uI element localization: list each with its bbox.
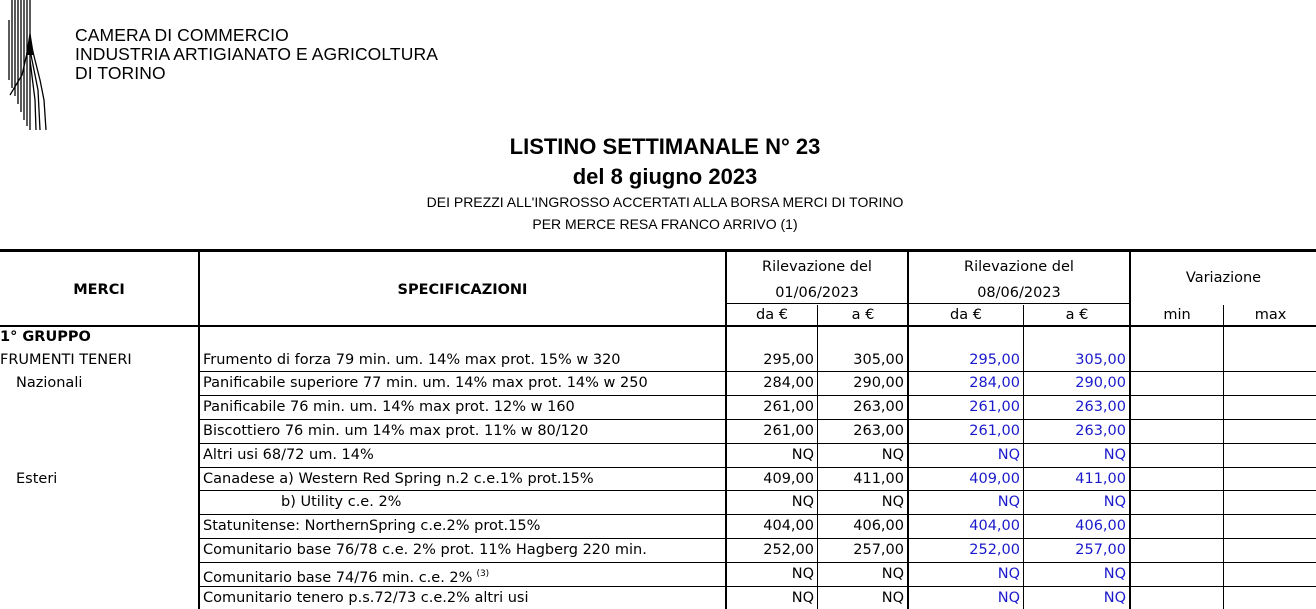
- row-price-da-1-text: 404,00: [763, 518, 814, 534]
- row-price-da-1: [727, 421, 814, 441]
- row-price-a-1: [819, 588, 904, 608]
- row-price-a-1-text: NQ: [881, 566, 904, 582]
- row-price-da-1: [727, 397, 814, 417]
- row-price-da-2-text: 409,00: [969, 471, 1020, 487]
- row-price-a-1: [819, 421, 904, 441]
- row-price-a-1: [819, 516, 904, 536]
- row-price-a-2: [1025, 373, 1126, 393]
- row-price-da-1-text: 295,00: [763, 352, 814, 368]
- row-price-a-1-text: 411,00: [853, 471, 904, 487]
- row-price-a-1-text: 406,00: [853, 518, 904, 534]
- row-specification: [203, 540, 647, 560]
- subcategory-nazionali: Nazionali: [16, 375, 83, 391]
- row-price-da-2-text: 261,00: [969, 399, 1020, 415]
- col-header-merci: MERCI: [73, 282, 125, 298]
- table-rule: [200, 395, 1316, 396]
- row-price-a-2: [1025, 421, 1126, 441]
- row-price-a-2-text: 263,00: [1075, 423, 1126, 439]
- category-label: FRUMENTI TENERI: [0, 352, 132, 368]
- table-rule: [1023, 305, 1024, 327]
- row-price-da-2: [909, 564, 1020, 584]
- row-price-da-2-text: 295,00: [969, 352, 1020, 368]
- row-price-da-2-text: NQ: [997, 447, 1020, 463]
- row-specification-text: Comunitario base 74/76 min. c.e. 2%: [203, 569, 473, 586]
- row-specification: [203, 421, 588, 441]
- row-price-a-2: [1025, 492, 1126, 512]
- table-rule: [1223, 305, 1224, 609]
- row-price-a-2-text: 411,00: [1075, 471, 1126, 487]
- col-header-da-1: da €: [756, 307, 788, 323]
- row-specification: [203, 373, 648, 393]
- row-price-a-2-text: 290,00: [1075, 375, 1126, 391]
- row-price-a-2: [1025, 564, 1126, 584]
- org-line-1: CAMERA DI COMMERCIO: [75, 25, 289, 45]
- row-price-a-1-text: 257,00: [853, 542, 904, 558]
- row-price-da-1: [727, 445, 814, 465]
- listino-subtitle-1: DEI PREZZI ALL'INGROSSO ACCERTATI ALLA BORSA MERCI DI TORINO: [426, 194, 904, 210]
- row-price-a-2: [1025, 397, 1126, 417]
- row-specification: [203, 588, 528, 608]
- col-header-rilevazione-1: Rilevazione del: [762, 259, 872, 275]
- row-price-da-1-text: NQ: [791, 566, 814, 582]
- row-price-a-2: [1025, 588, 1126, 608]
- row-price-a-1-text: NQ: [881, 590, 904, 606]
- row-price-da-2-text: NQ: [997, 566, 1020, 582]
- row-price-da-2-text: NQ: [997, 590, 1020, 606]
- table-rule: [200, 419, 1316, 420]
- row-price-da-1-text: NQ: [791, 494, 814, 510]
- row-price-a-2: [1025, 540, 1126, 560]
- table-rule: [1023, 327, 1024, 609]
- row-price-a-1-text: 263,00: [853, 399, 904, 415]
- row-price-da-1: [727, 469, 814, 489]
- row-price-da-2: [909, 588, 1020, 608]
- row-price-a-1-text: NQ: [881, 447, 904, 463]
- row-price-a-2-text: NQ: [1103, 566, 1126, 582]
- row-specification-text: Statunitense: NorthernSpring c.e.2% prot.15%: [203, 518, 541, 534]
- row-price-a-1-text: 290,00: [853, 375, 904, 391]
- row-price-da-2-text: NQ: [997, 494, 1020, 510]
- row-price-da-2-text: 252,00: [969, 542, 1020, 558]
- row-price-a-1-text: 305,00: [853, 352, 904, 368]
- row-specification-text: Comunitario tenero p.s.72/73 c.e.2% altri usi: [203, 590, 529, 606]
- row-price-da-1: [727, 564, 814, 584]
- row-specification-text: b) Utility c.e. 2%: [281, 494, 402, 510]
- row-price-da-2: [909, 469, 1020, 489]
- col-header-rilevazione-2-date: 08/06/2023: [977, 285, 1061, 301]
- row-specification: [203, 469, 594, 489]
- table-rule: [200, 490, 1316, 491]
- row-specification: [203, 445, 374, 465]
- row-price-da-2: [909, 516, 1020, 536]
- row-price-a-2-text: NQ: [1103, 447, 1126, 463]
- row-price-a-1: [819, 564, 904, 584]
- table-rule: [817, 305, 818, 327]
- org-line-3: DI TORINO: [75, 63, 166, 83]
- row-price-da-1-text: NQ: [791, 590, 814, 606]
- table-rule: [200, 371, 1316, 372]
- row-price-a-2-text: 263,00: [1075, 399, 1126, 415]
- row-price-da-2: [909, 421, 1020, 441]
- col-header-variazione: Variazione: [1185, 270, 1262, 286]
- row-price-da-2: [909, 373, 1020, 393]
- row-price-da-2-text: 404,00: [969, 518, 1020, 534]
- row-price-da-1: [727, 588, 814, 608]
- row-price-a-2-text: 406,00: [1075, 518, 1126, 534]
- row-price-a-2: [1025, 469, 1126, 489]
- row-price-da-1: [727, 540, 814, 560]
- row-specification: [203, 350, 621, 370]
- table-rule: [200, 467, 1316, 468]
- row-price-da-2-text: 261,00: [969, 423, 1020, 439]
- col-header-a-2: a €: [1065, 307, 1089, 323]
- table-rule: [200, 514, 1316, 515]
- col-header-min: min: [1163, 307, 1191, 323]
- row-price-a-1: [819, 445, 904, 465]
- row-price-da-1: [727, 492, 814, 512]
- row-price-a-2-text: 257,00: [1075, 542, 1126, 558]
- table-rule: [198, 251, 200, 609]
- row-specification-text: Altri usi 68/72 um. 14%: [203, 447, 374, 463]
- row-price-da-2: [909, 397, 1020, 417]
- row-price-da-1: [727, 516, 814, 536]
- table-rule: [817, 327, 818, 609]
- subcategory-esteri: Esteri: [16, 471, 58, 487]
- row-specification-text: Panificabile superiore 77 min. um. 14% max prot. 14% w 250: [203, 375, 648, 391]
- row-specification: [281, 492, 401, 512]
- row-price-a-2: [1025, 516, 1126, 536]
- row-price-da-2: [909, 492, 1020, 512]
- organization-name: [75, 26, 438, 83]
- row-price-a-1-text: NQ: [881, 494, 904, 510]
- col-header-specificazioni: SPECIFICAZIONI: [397, 282, 528, 298]
- row-price-a-2-text: NQ: [1103, 590, 1126, 606]
- footnote-marker: (3): [476, 569, 490, 579]
- table-rule: [200, 538, 1316, 539]
- listino-subtitle-2: PER MERCE RESA FRANCO ARRIVO (1): [532, 216, 798, 232]
- row-specification: [203, 397, 575, 417]
- col-header-da-2: da €: [950, 307, 982, 323]
- row-price-da-2-text: 284,00: [969, 375, 1020, 391]
- row-price-da-1-text: 261,00: [763, 399, 814, 415]
- org-line-2: INDUSTRIA ARTIGIANATO E AGRICOLTURA: [75, 44, 438, 64]
- row-price-a-2: [1025, 445, 1126, 465]
- row-price-a-1: [819, 397, 904, 417]
- col-header-rilevazione-2: Rilevazione del: [964, 259, 1074, 275]
- row-price-da-2: [909, 350, 1020, 370]
- row-price-a-1-text: 263,00: [853, 423, 904, 439]
- row-price-a-2-text: NQ: [1103, 494, 1126, 510]
- row-price-a-1: [819, 492, 904, 512]
- row-specification-text: Comunitario base 76/78 c.e. 2% prot. 11% Hagberg 220 min.: [203, 542, 647, 558]
- col-header-max: max: [1254, 307, 1287, 323]
- row-price-da-1-text: NQ: [791, 447, 814, 463]
- group-label: 1° GRUPPO: [0, 329, 91, 345]
- listino-title: LISTINO SETTIMANALE N° 23: [509, 134, 821, 159]
- row-specification: [203, 516, 540, 536]
- row-price-da-2: [909, 445, 1020, 465]
- row-price-da-2: [909, 540, 1020, 560]
- row-price-da-1-text: 261,00: [763, 423, 814, 439]
- row-price-a-2-text: 305,00: [1075, 352, 1126, 368]
- row-price-da-1: [727, 350, 814, 370]
- table-rule: [200, 562, 1316, 563]
- row-price-da-1-text: 252,00: [763, 542, 814, 558]
- row-specification-text: Frumento di forza 79 min. um. 14% max prot. 15% w 320: [203, 352, 621, 368]
- row-specification-text: Biscottiero 76 min. um 14% max prot. 11% w 80/120: [203, 423, 589, 439]
- table-rule: [200, 443, 1316, 444]
- row-specification: [203, 564, 489, 588]
- col-header-a-1: a €: [851, 307, 875, 323]
- row-specification-text: Canadese a) Western Red Spring n.2 c.e.1% prot.15%: [203, 471, 594, 487]
- row-specification-text: Panificabile 76 min. um. 14% max prot. 12% w 160: [203, 399, 575, 415]
- row-price-da-1-text: 409,00: [763, 471, 814, 487]
- row-price-a-1: [819, 540, 904, 560]
- row-price-a-2: [1025, 350, 1126, 370]
- listino-date: del 8 giugno 2023: [572, 164, 758, 189]
- row-price-a-1: [819, 373, 904, 393]
- row-price-da-1-text: 284,00: [763, 375, 814, 391]
- table-rule: [727, 303, 1129, 304]
- row-price-a-1: [819, 350, 904, 370]
- row-price-a-1: [819, 469, 904, 489]
- col-header-rilevazione-1-date: 01/06/2023: [775, 285, 859, 301]
- chamber-logo: [0, 0, 62, 130]
- row-price-da-1: [727, 373, 814, 393]
